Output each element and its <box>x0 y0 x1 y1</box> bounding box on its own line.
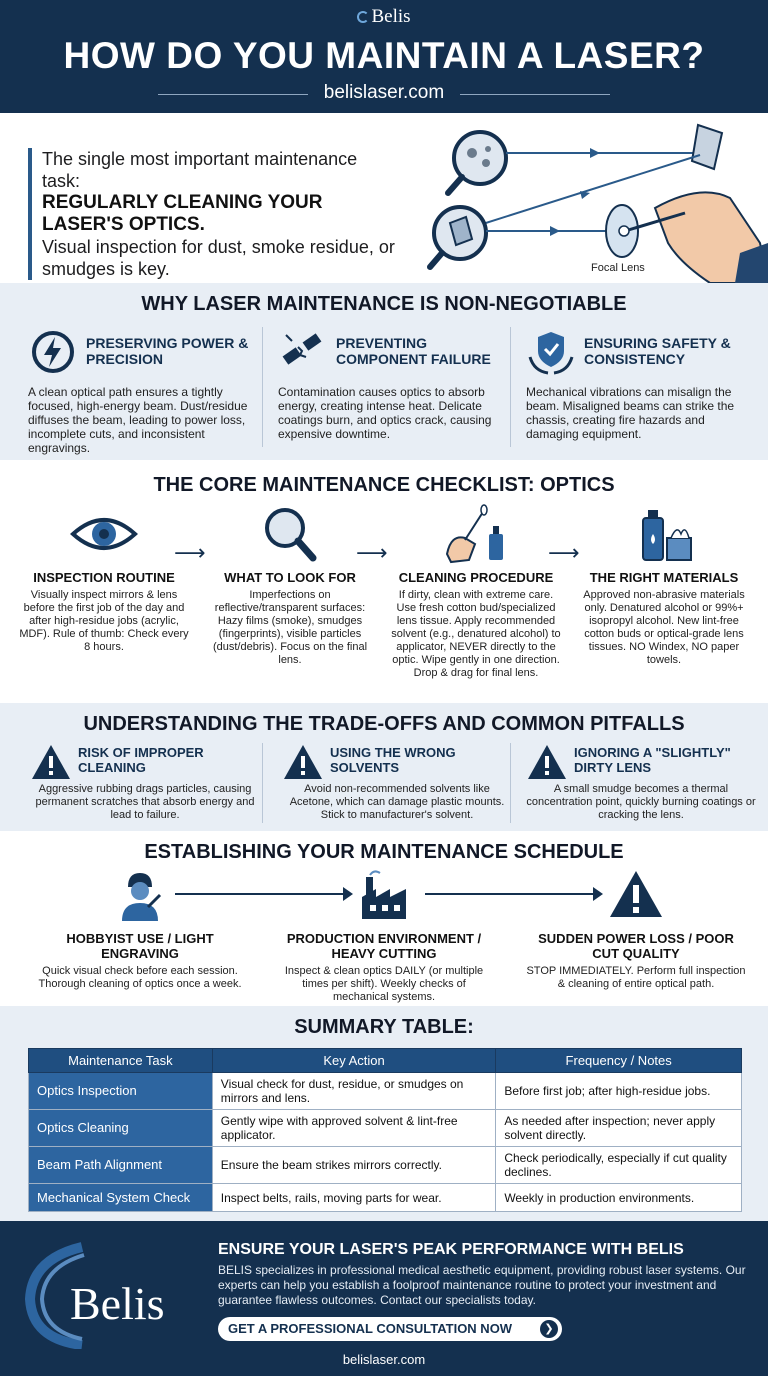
summary-section <box>0 1006 768 1221</box>
checklist-heading: INSPECTION ROUTINE <box>33 570 175 585</box>
summary-title: SUMMARY TABLE: <box>294 1016 474 1038</box>
header <box>0 0 768 113</box>
task-cell: Mechanical System Check <box>29 1184 213 1212</box>
footer-logo <box>22 1239 197 1349</box>
consultation-button-label: GET A PROFESSIONAL CONSULTATION NOW <box>228 1321 513 1336</box>
header-brand <box>0 6 768 28</box>
table-header-row <box>29 1049 742 1073</box>
schedule-item <box>274 867 494 1004</box>
eye-icon <box>69 504 139 564</box>
divider <box>460 94 610 95</box>
broken-part-icon <box>278 327 328 377</box>
arrow-right-icon: ⟶ <box>548 540 580 565</box>
why-body: A clean optical path ensures a tightly focused, high-energy beam. Dust/residue diffuses the beam, leading to power loss, incomplete cuts, and inconsistent engravings. <box>28 385 248 455</box>
action-cell: Gently wipe with approved solvent & lint-free applicator. <box>212 1110 496 1147</box>
checklist-section <box>0 460 768 703</box>
checklist-heading: CLEANING PROCEDURE <box>398 570 554 585</box>
why-heading: PRESERVING POWER & PRECISION <box>86 335 249 367</box>
schedule-heading: SUDDEN POWER LOSS / POOR CUT QUALITY <box>538 931 734 961</box>
solvent-bottle-icon <box>629 504 699 564</box>
table-row <box>29 1184 742 1212</box>
tradeoff-heading: RISK OF IMPROPER CLEANING <box>78 745 204 775</box>
checklist-item <box>202 504 378 667</box>
table-row <box>29 1147 742 1184</box>
factory-icon <box>356 867 412 923</box>
divider <box>262 327 263 447</box>
intro-line-1: The single most important maintenance task: <box>42 149 358 191</box>
intro-line-2: REGULARLY CLEANING YOUR LASER'S OPTICS. <box>42 192 323 235</box>
tradeoffs-section <box>0 703 768 831</box>
column-header: Maintenance Task <box>29 1049 213 1073</box>
tradeoff-heading: IGNORING A "SLIGHTLY" DIRTY LENS <box>574 745 731 775</box>
warning-icon <box>282 743 324 781</box>
why-heading: PREVENTING COMPONENT FAILURE <box>336 335 491 367</box>
page-title: HOW DO YOU MAINTAIN A LASER? <box>63 35 705 76</box>
schedule-body: STOP IMMEDIATELY. Perform full inspection & cleaning of entire optical path. <box>526 965 746 990</box>
why-heading: ENSURING SAFETY & CONSISTENCY <box>584 335 731 367</box>
shield-hands-icon <box>526 327 576 377</box>
divider <box>510 743 511 823</box>
warning-icon <box>608 867 664 923</box>
checklist-body: Imperfections on reflective/transparent surfaces: Hazy films (smoke), smudges (fingerprints), visible particles (dust/debris). Focus on the final lens. <box>212 589 368 666</box>
warning-icon <box>526 743 568 781</box>
schedule-item <box>30 867 250 991</box>
column-header: Key Action <box>212 1049 496 1073</box>
tradeoff-body: Avoid non-recommended solvents like Acetone, which can damage plastic mounts. Stick to manufacturer's solvent. <box>289 783 505 821</box>
checklist-item <box>16 504 192 654</box>
schedule-section <box>0 831 768 1006</box>
footer-body: BELIS specializes in professional medical aesthetic equipment, providing robust laser systems. Our experts can help you establish a foolproof maintenance routine to protect your investment and guarantee flawless outcomes. Contact our specialists today. <box>218 1263 746 1307</box>
arrow-right-icon: ⟶ <box>356 540 388 565</box>
tradeoffs-title: UNDERSTANDING THE TRADE-OFFS AND COMMON PITFALLS <box>83 713 685 735</box>
optics-illustration <box>410 113 768 283</box>
schedule-body: Quick visual check before each session. Thorough cleaning of optics once a week. <box>38 965 242 990</box>
worker-icon <box>112 867 168 923</box>
why-title: WHY LASER MAINTENANCE IS NON-NEGOTIABLE <box>141 293 627 315</box>
intro-section <box>0 113 768 283</box>
power-bolt-icon <box>28 327 78 377</box>
schedule-body: Inspect & clean optics DAILY (or multiple times per shift). Weekly checks of mechanical systems. <box>284 965 484 1003</box>
frequency-cell: Before first job; after high-residue jobs. <box>496 1073 742 1110</box>
tradeoff-body: Aggressive rubbing drags particles, causing permanent scratches that absorb energy and lead to failure. <box>35 783 255 821</box>
divider <box>262 743 263 823</box>
checklist-item <box>388 504 564 680</box>
action-cell: Visual check for dust, residue, or smudges on mirrors and lens. <box>212 1073 496 1110</box>
mirror-icon <box>692 125 722 169</box>
table-row <box>29 1073 742 1110</box>
why-body: Contamination causes optics to absorb energy, creating intense heat. Delicate coatings burn, and optics crack, causing expensive downtime. <box>278 385 492 441</box>
footer-heading: ENSURE YOUR LASER'S PEAK PERFORMANCE WITH BELIS <box>218 1241 684 1258</box>
task-cell: Optics Cleaning <box>29 1110 213 1147</box>
why-body: Mechanical vibrations can misalign the beam. Misaligned beams can strike the chassis, creating fire hazards and damaging equipment. <box>526 385 735 441</box>
divider <box>510 327 511 447</box>
checklist-body: Approved non-abrasive materials only. Denatured alcohol or 99%+ isopropyl alcohol. New lint-free cotton buds or optical-grade lens tissues. NO Windex, NO paper towels. <box>583 589 745 666</box>
summary-table <box>28 1048 742 1212</box>
task-cell: Beam Path Alignment <box>29 1147 213 1184</box>
arrow-right-icon: ⟶ <box>174 540 206 565</box>
frequency-cell: Check periodically, especially if cut quality declines. <box>496 1147 742 1184</box>
intro-text <box>28 148 398 280</box>
header-site[interactable]: belislaser.com <box>323 82 445 103</box>
checklist-item <box>576 504 752 667</box>
checklist-body: If dirty, clean with extreme care. Use fresh cotton bud/specialized lens tissue. Apply recommended solvent (e.g., denatured alcohol) to applicator, NEVER directly to the optic. Wipe gently in one direction. Drop & drag for final lens. <box>391 589 561 679</box>
checklist-heading: THE RIGHT MATERIALS <box>589 570 739 585</box>
chevron-right-icon: ❯ <box>540 1320 558 1338</box>
action-cell: Ensure the beam strikes mirrors correctly. <box>212 1147 496 1184</box>
warning-icon <box>30 743 72 781</box>
footer-site[interactable]: belislaser.com <box>342 1352 426 1367</box>
schedule-heading: HOBBYIST USE / LIGHT ENGRAVING <box>66 931 214 961</box>
action-cell: Inspect belts, rails, moving parts for wear. <box>212 1184 496 1212</box>
checklist-body: Visually inspect mirrors & lens before the first job of the day and after high-residue jobs (acrylic, MDF). Rule of thumb: Check every 8 hours. <box>19 589 189 653</box>
why-section <box>0 283 768 460</box>
schedule-title: ESTABLISHING YOUR MAINTENANCE SCHEDULE <box>144 841 624 863</box>
checklist-title: THE CORE MAINTENANCE CHECKLIST: OPTICS <box>153 474 615 496</box>
schedule-item <box>526 867 746 991</box>
tradeoff-heading: USING THE WRONG SOLVENTS <box>330 745 456 775</box>
intro-line-3: Visual inspection for dust, smoke residue, or smudges is key. <box>42 237 395 279</box>
task-cell: Optics Inspection <box>29 1073 213 1110</box>
table-row <box>29 1110 742 1147</box>
frequency-cell: As needed after inspection; never apply solvent directly. <box>496 1110 742 1147</box>
footer <box>0 1221 768 1376</box>
focal-lens-label: Focal Lens <box>591 262 645 274</box>
consultation-button[interactable] <box>218 1317 562 1341</box>
magnifier-icon <box>255 504 325 564</box>
column-header: Frequency / Notes <box>496 1049 742 1073</box>
brand-name: Belis <box>371 6 411 27</box>
tradeoff-body: A small smudge becomes a thermal concentration point, quickly burning coatings or cracking the lens. <box>526 783 756 821</box>
belis-logo-icon <box>357 11 369 23</box>
frequency-cell: Weekly in production environments. <box>496 1184 742 1212</box>
footer-logo-word: Belis <box>70 1278 165 1329</box>
checklist-heading: WHAT TO LOOK FOR <box>224 570 356 585</box>
schedule-heading: PRODUCTION ENVIRONMENT / HEAVY CUTTING <box>286 931 482 961</box>
cotton-bud-icon <box>441 504 511 564</box>
